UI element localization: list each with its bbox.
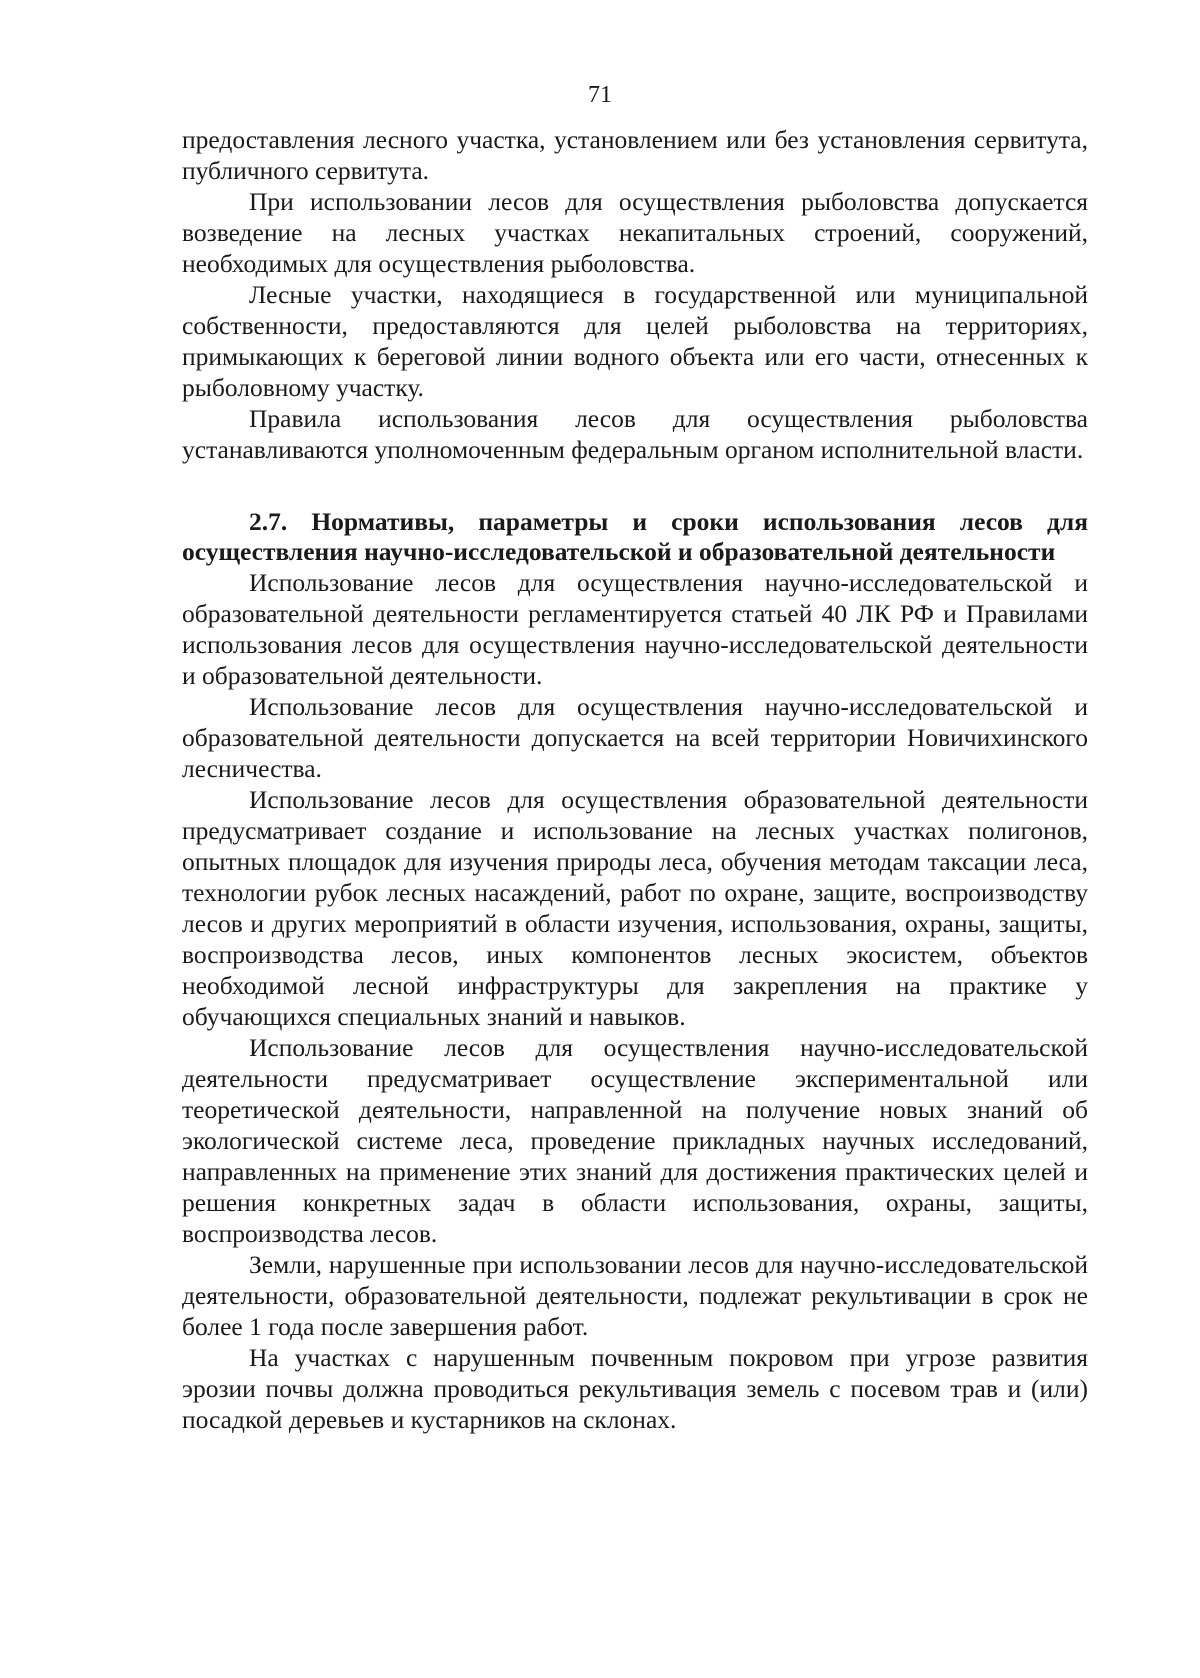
- paragraph-fishing-structures: При использовании лесов для осуществления рыболовства допускается возведение на лесных участках некапитальных строений, сооружений, необходимых для осуществления рыболовства.: [182, 187, 1088, 278]
- paragraph-recultivation-term: Земли, нарушенные при использовании лесов для научно-исследовательской деятельности, образовательной деятельности, подлежат рекультивации в срок не более 1 года после завершения работ.: [182, 1250, 1088, 1341]
- paragraph-fishing-rules: Правила использования лесов для осуществления рыболовства устанавливаются уполномоченным федеральным органом исполнительной власти.: [182, 404, 1088, 464]
- paragraph-erosion: На участках с нарушенным почвенным покровом при угрозе развития эрозии почвы должна проводиться рекультивация земель с посевом трав и (или) посадкой деревьев и кустарников на склонах.: [182, 1343, 1088, 1434]
- paragraph-educational-use: Использование лесов для осуществления образовательной деятельности предусматривает создание и использование на лесных участках полигонов, опытных площадок для изучения природы леса, обучения методам таксации леса, технологии рубок лесных насаждений, работ по охране, защите, воспроизводству лесов и других мероприятий в области изучения, использования, охраны, защиты, воспроизводства лесов, иных компонентов лесных экосистем, объектов необходимой лесной инфраструктуры для закрепления на практике у обучающихся специальных знаний и навыков.: [182, 785, 1088, 1031]
- paragraph-research-use: Использование лесов для осуществления научно-исследовательской деятельности предусматривает осуществление экспериментальной или теоретической деятельности, направленной на получение новых знаний об экологической системе леса, проведение прикладных научных исследований, направленных на применение этих знаний для достижения практических целей и решения конкретных задач в области использования, охраны, защиты, воспроизводства лесов.: [182, 1033, 1088, 1248]
- section-heading: 2.7. Нормативы, параметры и сроки использования лесов для осуществления научно-исследовательской и образовательной деятельности: [182, 507, 1088, 566]
- page-number: 71: [588, 82, 612, 108]
- document-body: [182, 124, 1088, 1435]
- paragraph-territory: Использование лесов для осуществления научно-исследовательской и образовательной деятельности допускается на всей территории Новичихинского лесничества.: [182, 692, 1088, 783]
- paragraph-regulation: Использование лесов для осуществления научно-исследовательской и образовательной деятельности регламентируется статьей 40 ЛК РФ и Правилами использования лесов для осуществления научно-исследовательской деятельности и образовательной деятельности.: [182, 568, 1088, 690]
- paragraph-continuation: предоставления лесного участка, установлением или без установления сервитута, публичного сервитута.: [182, 125, 1088, 185]
- paragraph-fishing-plots: Лесные участки, находящиеся в государственной или муниципальной собственности, предоставляются для целей рыболовства на территориях, примыкающих к береговой линии водного объекта или его части, отнесенных к рыболовному участку.: [182, 280, 1088, 402]
